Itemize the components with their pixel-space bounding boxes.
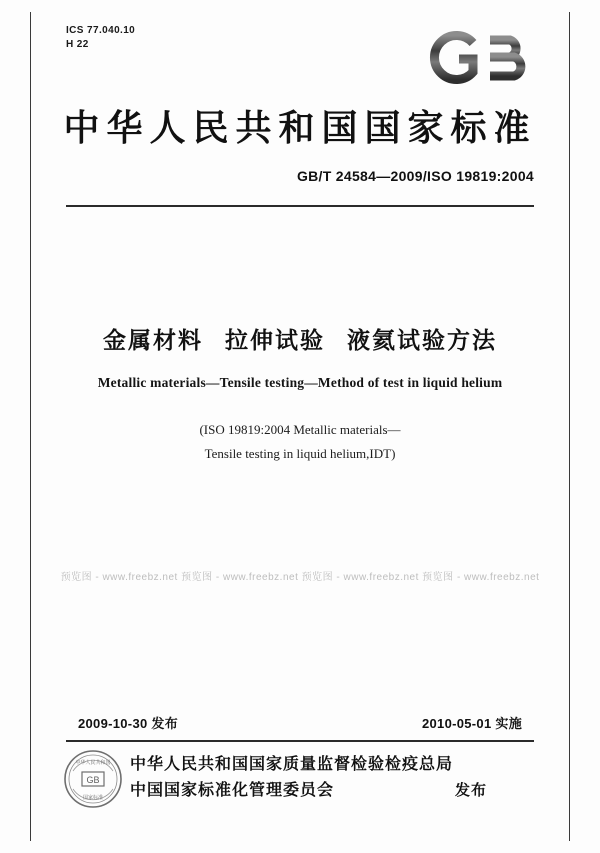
issuer-line-2: 中国国家标准化管理委员会 <box>130 782 335 799</box>
effective-date: 2010-05-01 实施 <box>421 716 522 731</box>
official-seal-icon <box>62 748 124 810</box>
iso-note-line2: Tensile testing in liquid helium,IDT) <box>204 446 396 461</box>
issuer-line-1: 中华人民共和国国家质量监督检验检疫总局 <box>130 756 454 773</box>
iso-equivalence-note <box>0 418 600 466</box>
top-divider <box>66 205 534 207</box>
ics-code: ICS 77.040.10 <box>66 25 136 36</box>
svg-text:中华人民共和国: 中华人民共和国 <box>75 761 111 766</box>
iso-note-line1: (ISO 19819:2004 Metallic materials— <box>199 422 401 437</box>
issuer-block <box>130 752 453 804</box>
svg-text:GB: GB <box>86 775 100 785</box>
ics-block <box>66 24 135 52</box>
title-chinese-part1: 金属材料 <box>103 328 203 353</box>
preview-watermark: 预览图 - www.freebz.net 预览图 - www.freebz.net 预览图 - www.freebz.net 预览图 - www.freebz.net <box>60 572 540 583</box>
issue-date: 2009-10-30 发布 <box>78 716 179 731</box>
national-standard-title: 中华人民共和国国家标准 <box>63 108 537 148</box>
standard-number: GB/T 24584—2009/ISO 19819:2004 <box>296 168 534 184</box>
title-chinese-part3: 液氦试验方法 <box>347 328 497 353</box>
svg-text:国家标准: 国家标准 <box>82 796 104 801</box>
document-title-chinese <box>0 322 600 355</box>
gb-logo-icon <box>424 26 544 88</box>
title-chinese-part2: 拉伸试验 <box>225 328 325 353</box>
classification-code: H 22 <box>66 39 89 50</box>
issue-label: 发布 <box>455 783 488 799</box>
bottom-divider <box>66 740 534 742</box>
document-title-english: Metallic materials—Tensile testing—Method of test in liquid helium <box>97 375 503 390</box>
